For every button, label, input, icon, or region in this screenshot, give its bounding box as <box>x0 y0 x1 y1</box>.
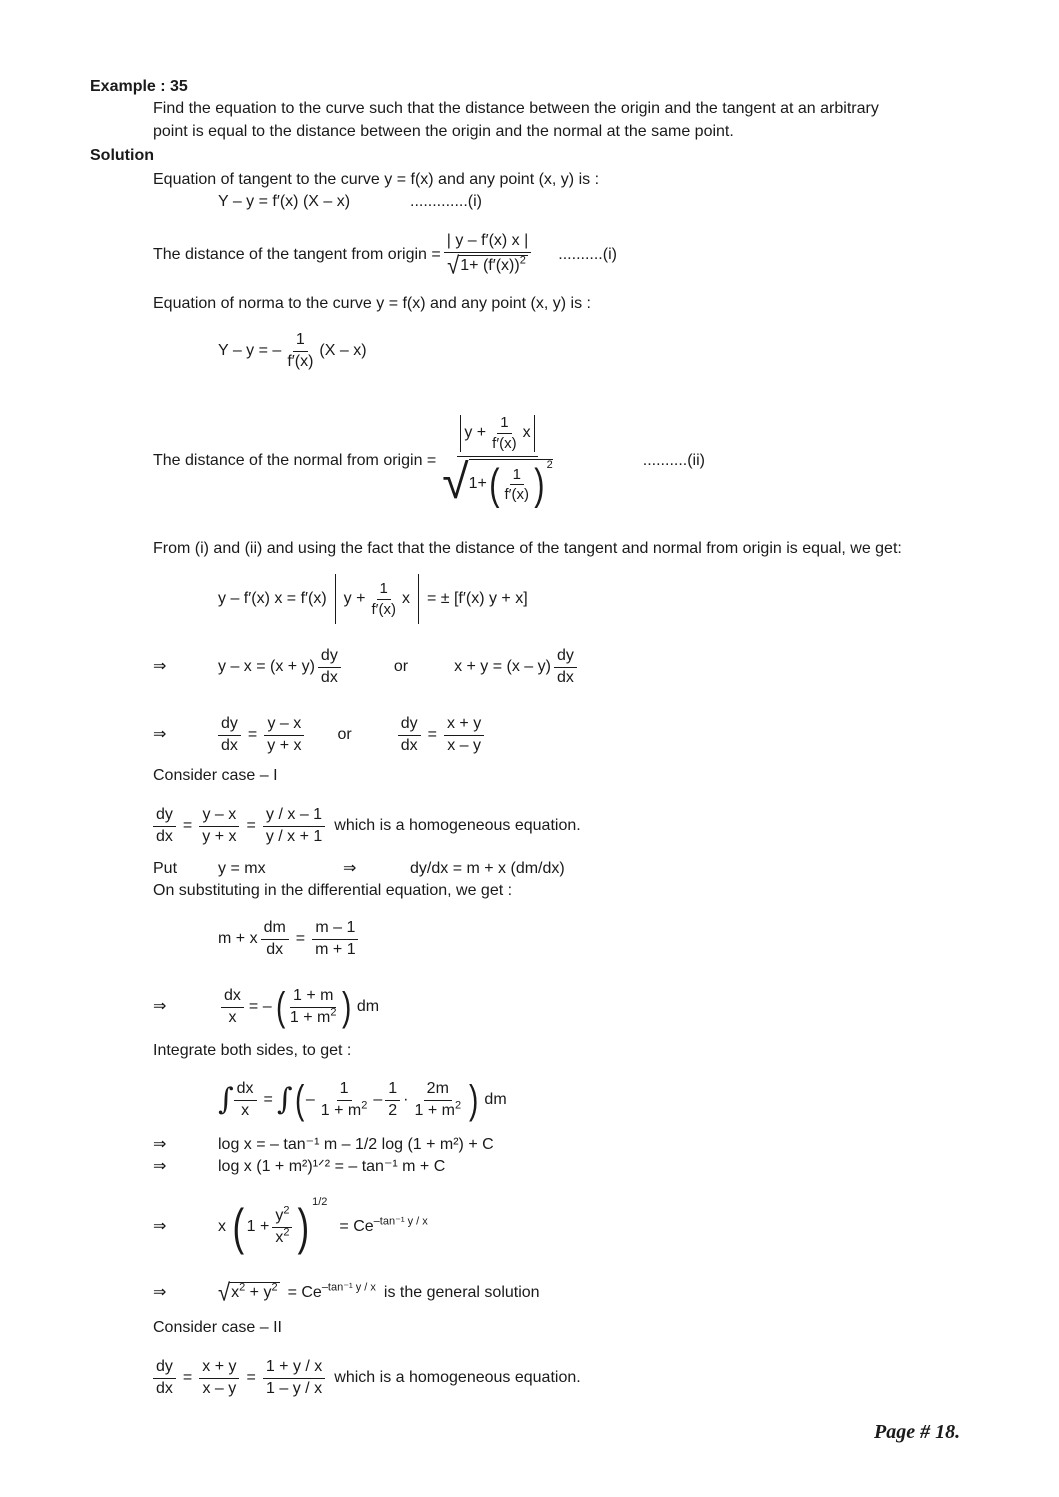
tangent-distance-numerator: | y – f′(x) x | <box>444 233 532 253</box>
normal-equation-fraction <box>284 332 316 371</box>
page-number: Page # 18. <box>874 1421 961 1443</box>
put-label: Put <box>153 860 178 877</box>
tangent-equation-tag: .............(i) <box>410 193 482 210</box>
implies-symbol: ⇒ <box>153 658 167 675</box>
put-result: dy/dx = m + x (dm/dx) <box>410 860 565 877</box>
problem-line-1: Find the equation to the curve such that the distance between the origin and the tangent at an arbitrary <box>153 100 879 117</box>
exponential-equation: ⇒ x ( 1 + $\frac{y^2}{x^2}$ ) 1/2 = $Ce^{-tan^{-1} y / x}$ <box>153 1196 428 1255</box>
case2-heading: Consider case – II <box>153 1319 282 1336</box>
or-text: or <box>393 658 409 675</box>
tangent-distance-label: The distance of the tangent from origin = <box>153 246 441 263</box>
normal-distance <box>153 405 705 517</box>
case-eq1-right: x + y = (x – y) <box>454 658 551 675</box>
normal-distance-fraction: y + $\frac{1}{f'(x)}$ x √ 1+ ( $\frac{1}{f'(x)}$ ) 2 <box>442 414 553 509</box>
general-solution-equation: ⇒ √ $x^2 + y^2$ = $Ce^{-tan^{-1} y / x}$ is the general solution <box>153 1278 540 1307</box>
normal-distance-tag: ..........(ii) <box>642 452 705 469</box>
normal-equation-numerator: 1 <box>293 332 308 352</box>
case2-equation: $\frac{dy}{dx}$ = $\frac{x + y}{x - y}$ = $\frac{1 + y / x}{1 - y / x}$ which is a homogeneous equation. <box>153 1355 581 1401</box>
equality-equation: y – f′(x) x = f′(x) y + $\frac{1}{f'(x)}$ x = ± [f′(x) y + x] <box>218 575 528 623</box>
derivative-equations: ⇒ y – x = (x + y) $\frac{dy}{dx}$ or x + y = (x – y) $\frac{dy}{dx}$ <box>153 644 580 690</box>
tangent-distance-tag: ..........(i) <box>558 246 617 263</box>
case-eq1-left: y – x = (x + y) <box>218 658 315 675</box>
substituting-text: On substituting in the differential equation, we get : <box>153 882 513 899</box>
tangent-distance <box>153 226 617 284</box>
case1-heading: Consider case – I <box>153 767 278 784</box>
general-solution-text: is the general solution <box>383 1284 540 1301</box>
tangent-intro: Equation of tangent to the curve y = f(x) and any point (x, y) is : <box>153 171 600 188</box>
normal-equation <box>218 328 367 374</box>
separated-equation: ⇒ $\frac{dx}{x}$ = – ( $\frac{1 + m}{1 + m^2}$ ) dm <box>153 985 380 1029</box>
equality-left: y – f′(x) x = f′(x) <box>218 590 327 607</box>
equal-intro: From (i) and (ii) and using the fact that the distance of the tangent and normal from origin is equal, we get: <box>153 540 902 557</box>
tangent-equation: Y – y = f′(x) (X – x) <box>218 193 351 210</box>
substituted-equation: m + x $\frac{dm}{dx}$ = $\frac{m - 1}{m + 1}$ <box>218 916 362 962</box>
log-equation-2: log x (1 + m²)¹ᐟ² = – tan⁻¹ m + C <box>218 1158 446 1175</box>
normal-intro: Equation of norma to the curve y = f(x) and any point (x, y) is : <box>153 295 591 312</box>
case2-homogeneous-text: which is a homogeneous equation. <box>334 1369 581 1386</box>
case1-equation: $\frac{dy}{dx}$ = $\frac{y - x}{y + x}$ = $\frac{y / x - 1}{y / x + 1}$ which is a homogeneous equation. <box>153 803 581 849</box>
example-heading: Example : 35 <box>90 78 188 95</box>
case1-homogeneous-text: which is a homogeneous equation. <box>334 817 581 834</box>
problem-line-2: point is equal to the distance between the origin and the normal at the same point. <box>153 123 734 140</box>
derivative-ratio-equations: ⇒ $\frac{dy}{dx}$ = $\frac{y - x}{y + x}$ or $\frac{dy}{dx}$ = $\frac{x + y}{x - y}$ <box>153 712 487 758</box>
normal-distance-label: The distance of the normal from origin = <box>153 452 437 469</box>
normal-equation-right: (X – x) <box>319 342 367 359</box>
tangent-distance-denominator: 1+ (f′(x)) <box>460 256 520 274</box>
normal-equation-denominator: f′(x) <box>287 352 314 370</box>
solution-heading: Solution <box>90 147 154 164</box>
put-equation: y = mx <box>218 860 266 877</box>
integral-equation: ∫ $\frac{dx}{x}$ = ∫ ( – $\frac{1}{1 + m^2}$ – $\frac{1}{2}$ · $\frac{2m}{1 + m^2}$ ) dm <box>218 1078 507 1122</box>
equality-right: = ± [f′(x) y + x] <box>426 590 528 607</box>
log-equation-1: log x = – tan⁻¹ m – 1/2 log (1 + m²) + C <box>218 1136 494 1153</box>
tangent-distance-fraction: | y – f′(x) x | √ $1+ (f'(x))^2$ <box>444 233 532 277</box>
integrate-text: Integrate both sides, to get : <box>153 1042 352 1059</box>
normal-equation-left: Y – y = – <box>218 342 282 359</box>
